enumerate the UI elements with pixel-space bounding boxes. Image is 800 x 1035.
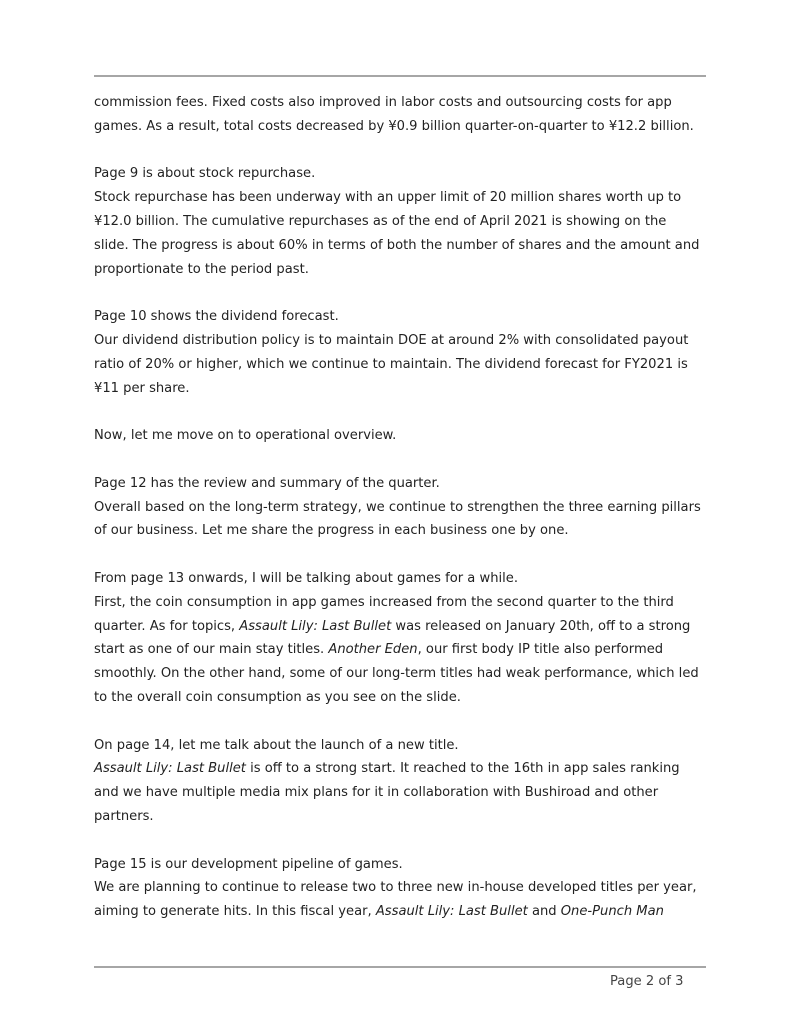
header-rule [94,75,706,77]
text-segment: is off to a strong start. It reached to the 16th in app sales ranking [245,761,680,777]
footer-rule [94,966,706,968]
paragraph-quarter-summary [94,472,710,543]
text-line: Overall based on the long-term strategy, we continue to strengthen the three earning pillars [94,499,701,515]
paragraph-new-title [94,734,710,829]
text-line: and we have multiple media mix plans for it in collaboration with Bushiroad and other [94,785,659,801]
text-line: Page 12 has the review and summary of the quarter. [94,475,440,491]
text-segment: quarter. As for topics, [94,618,240,634]
text-line: On page 14, let me talk about the launch of a new title. [94,737,459,753]
text-segment: and [527,904,561,920]
text-line [94,615,710,639]
text-segment: , our first body IP title also performed [417,642,664,658]
paragraph-pipeline [94,853,710,924]
text-line: of our business. Let me share the progress in each business one by one. [94,523,569,539]
title-italic: Another Eden [328,642,418,658]
paragraph-dividend [94,305,710,400]
text-segment: start as one of our main stay titles. [94,642,329,658]
text-line: slide. The progress is about 60% in terms of both the number of shares and the amount and [94,237,700,253]
text-line: From page 13 onwards, I will be talking about games for a while. [94,570,518,586]
paragraph-costs [94,91,710,139]
text-line [94,757,710,781]
text-line [94,900,710,924]
text-segment: was released on January 20th, off to a strong [391,618,691,634]
title-italic: Assault Lily: Last Bullet [239,618,392,634]
title-italic: Assault Lily: Last Bullet [94,761,246,777]
text-line: smoothly. On the other hand, some of our long-term titles had weak performance, which led [94,666,699,682]
page-number: Page 2 of 3 [610,974,684,989]
text-line: to the overall coin consumption as you see on the slide. [94,689,461,705]
text-line: Our dividend distribution policy is to maintain DOE at around 2% with consolidated payout [94,332,689,348]
paragraph-games [94,567,710,710]
text-line: Page 9 is about stock repurchase. [94,166,316,182]
text-line: ratio of 20% or higher, which we continue to maintain. The dividend forecast for FY2021 is [94,356,688,372]
text-line: proportionate to the period past. [94,261,309,277]
text-line: games. As a result, total costs decreased by ¥0.9 billion quarter-on-quarter to ¥12.2 billion. [94,118,694,134]
text-line: partners. [94,808,154,824]
text-line: ¥12.0 billion. The cumulative repurchases as of the end of April 2021 is showing on the [94,213,667,229]
text-line: commission fees. Fixed costs also improved in labor costs and outsourcing costs for app [94,95,672,110]
title-italic: One-Punch Man [560,904,664,920]
document-body [94,91,710,948]
paragraph-operational-overview [94,424,710,448]
text-line: First, the coin consumption in app games increased from the second quarter to the third [94,594,674,610]
paragraph-stock-repurchase [94,162,710,281]
text-line: Page 10 shows the dividend forecast. [94,309,339,325]
text-line: Page 15 is our development pipeline of games. [94,856,403,872]
text-segment: aiming to generate hits. In this fiscal year, [94,904,376,920]
text-line [94,638,710,662]
text-line: We are planning to continue to release two to three new in-house developed titles per year, [94,880,697,896]
text-line: Stock repurchase has been underway with an upper limit of 20 million shares worth up to [94,190,682,206]
text-line: ¥11 per share. [94,380,190,396]
title-italic: Assault Lily: Last Bullet [375,904,528,920]
text-line: Now, let me move on to operational overview. [94,428,397,444]
